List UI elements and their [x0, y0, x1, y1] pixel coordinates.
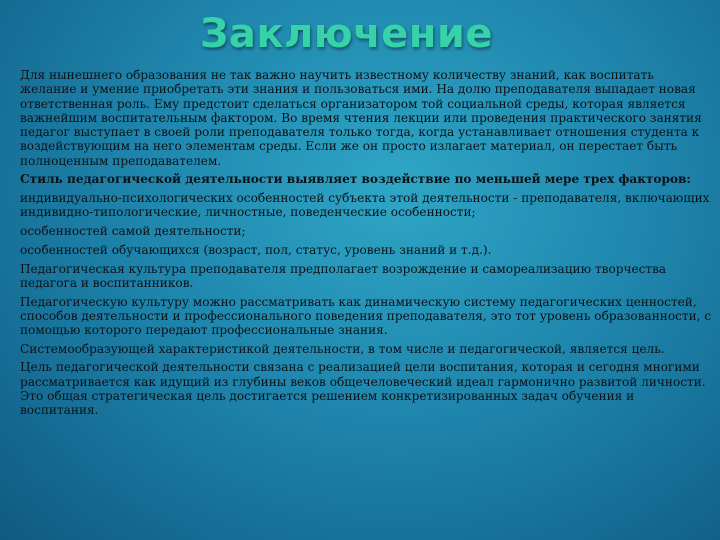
paragraph-culture-system: Педагогическую культуру можно рассматривать как динамическую систему педагогических ценностей, способов деятельности и профессионального поведения преподавателя, это тот уровень образованности, с помощью которого передают профессиональные знания.	[20, 294, 712, 338]
paragraph-style-factors: Стиль педагогической деятельности выявляет воздействие по меньшей мере трех факторов:	[20, 172, 691, 187]
slide-title: Заключение	[199, 11, 494, 57]
paragraph-goal-education: Цель педагогической деятельности связана с реализацией цели воспитания, которая и сегодня многими рассматривается как идущий из глубины веков общечеловеческий идеал гармонично развитой личности. Это общая стратегическая цель достигается решением конкретизированных задач обучения и воспитания.	[20, 360, 706, 418]
slide-body	[20, 68, 712, 422]
paragraph-intro: Для нынешнего образования не так важно научить известному количеству знаний, как воспитать желание и умение приобретать эти знания и пользоваться ими. На долю преподавателя выпадает новая ответственная роль. Ему предстоит сделаться организатором той социальной среды, которая является важнейшим воспитательным фактором. Во время чтения лекции или проведения практического занятия педагог выступает в своей роли преподавателя только тогда, когда устанавливает отношения студента к воздействующим на него элементам среды. Если же он просто излагает материал, он перестает быть полноценным преподавателем.	[20, 68, 702, 168]
paragraph-factor-learners: особенностей обучающихся (возраст, пол, статус, уровень знаний и т.д.).	[20, 242, 492, 257]
paragraph-factor-activity: особенностей самой деятельности;	[20, 224, 246, 239]
paragraph-pedagogical-culture: Педагогическая культура преподавателя предполагает возрождение и самореализацию творчества педагога и воспитанников.	[20, 261, 667, 290]
paragraph-system-goal: Системообразующей характеристикой деятельности, в том числе и педагогической, является цель.	[20, 341, 665, 356]
paragraph-factor-individual: индивидуально-психологических особенностей субъекта этой деятельности - преподавателя, включающих индивидно-типологические, личностные, поведенческие особенности;	[20, 191, 710, 220]
